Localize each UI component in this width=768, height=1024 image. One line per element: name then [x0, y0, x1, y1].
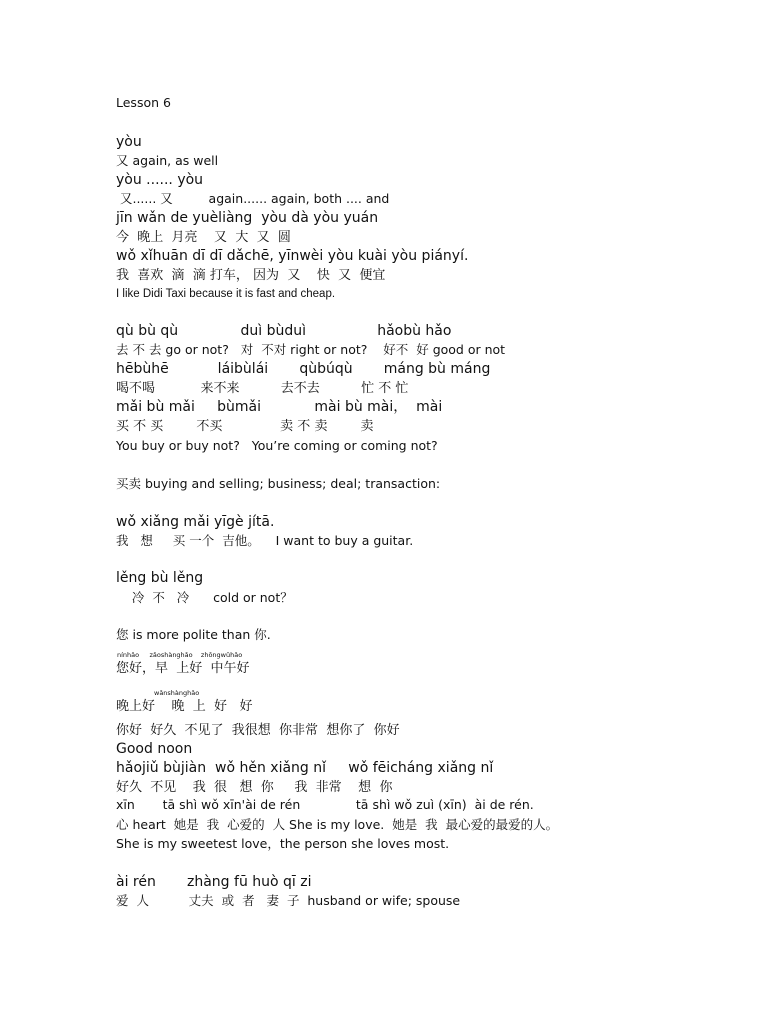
text-line: 晚上好 晚 上 好 好	[116, 699, 253, 714]
text-line: hǎojiǔ bùjiàn wǒ hěn xiǎng nǐ wǒ fēicháng xiǎng nǐ	[116, 760, 494, 776]
text-line: Good noon	[116, 741, 193, 757]
text-line: 好久 不见 我 很 想 你 我 非常 想 你	[116, 780, 393, 795]
text-line: wǎnshànghǎo	[154, 689, 200, 697]
text-line: 冷 不 冷 cold or not？	[116, 590, 293, 605]
text-line: mǎi bù mǎi bùmǎi mài bù mài， mài	[116, 399, 443, 415]
text-line: 又 again, as well	[116, 153, 219, 168]
text-line: 你好 好久 不见了 我很想 你非常 想你了 你好	[116, 723, 400, 738]
text-line: 您好，早 上好 中午好	[116, 661, 250, 676]
text-line: 买卖 buying and selling; business; deal; transaction:	[116, 476, 441, 491]
text-line: 今 晚上 月亮 又 大 又 圆	[116, 230, 291, 245]
text-line: yòu	[116, 134, 142, 150]
text-line: ài rén zhàng fū huò qī zi	[116, 874, 312, 890]
text-line: wǒ xǐhuān dī dī dǎchē, yīnwèi yòu kuài yòu piányí.	[116, 248, 469, 264]
text-line: She is my sweetest love，the person she loves most.	[116, 836, 450, 851]
text-line: 喝不喝 来不来 去不去 忙 不 忙	[116, 381, 409, 396]
text-line: yòu ...... yòu	[116, 172, 204, 188]
text-line: jīn wǎn de yuèliàng yòu dà yòu yuán	[116, 210, 379, 226]
text-line: 又...... 又 again...... again, both .... and	[116, 191, 390, 206]
text-line: qù bù qù duì bùduì hǎobù hǎo	[116, 323, 452, 339]
text-line: 买 不 买 不买 卖 不 卖 卖	[116, 419, 374, 434]
text-line: lěng bù lěng	[116, 570, 204, 586]
text-line: 心 heart 她是 我 心爱的 人 She is my love. 她是 我 最心爱的最爱的人。	[116, 817, 559, 832]
text-line: You buy or buy not? You’re coming or coming not?	[116, 438, 438, 453]
text-line: 爱 人 丈夫 或 者 妻 子 husband or wife; spouse	[116, 893, 461, 908]
text-line: hēbùhē láibùlái qùbúqù máng bù máng	[116, 361, 491, 377]
text-line: nínhǎo zǎoshànghǎo zhōngwǔhǎo	[117, 651, 243, 659]
text-line: 去 不 去 go or not? 对 不对 right or not? 好不 好 good or not	[116, 342, 506, 357]
text-line: 您 is more polite than 你.	[116, 627, 271, 642]
text-line: 我 喜欢 滴 滴 打车， 因为 又 快 又 便宜	[116, 268, 386, 283]
text-line: Lesson 6	[116, 95, 171, 110]
text-line: wǒ xiǎng mǎi yīgè jítā.	[116, 514, 275, 530]
text-line: 我 想 买 一个 吉他。 I want to buy a guitar.	[116, 533, 414, 548]
text-line: xīn tā shì wǒ xīn'ài de rén tā shì wǒ zuì (xīn) ài de rén.	[116, 797, 534, 812]
text-line: I like Didi Taxi because it is fast and cheap.	[116, 288, 336, 300]
